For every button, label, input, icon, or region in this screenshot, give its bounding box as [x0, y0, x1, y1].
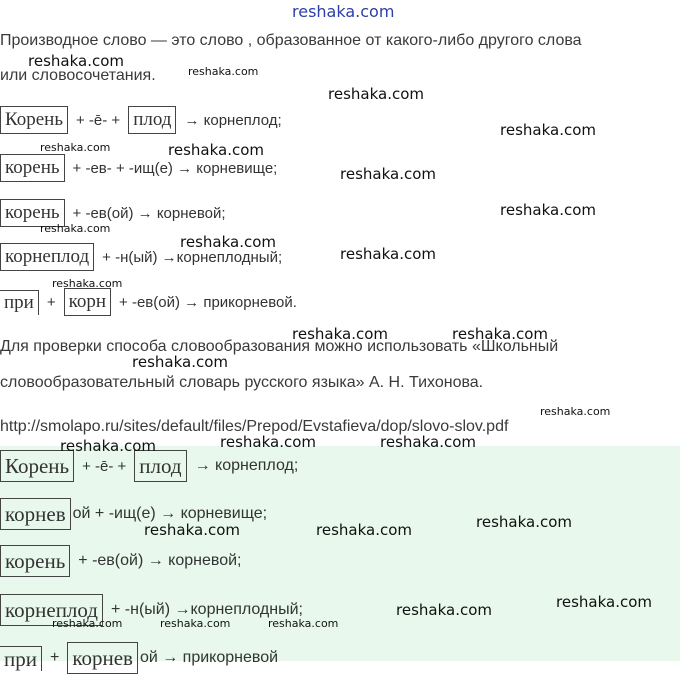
watermark: reshaka.com: [132, 353, 228, 371]
word-part: + -ев(ой) → прикорневой.: [119, 293, 297, 311]
watermark: reshaka.com: [292, 325, 388, 343]
definition-line-2: или словосочетания.: [0, 67, 156, 84]
watermark: reshaka.com: [160, 617, 231, 630]
green-example-row-3: [0, 545, 242, 577]
word-part: ой → прикорневой: [139, 649, 279, 666]
watermark: reshaka.com: [540, 405, 611, 418]
word-box: корнев: [67, 642, 138, 674]
prefix-bracket: при: [0, 290, 39, 315]
word-part: + -ев(ой) → корневой;: [72, 204, 226, 222]
word-box: корень: [0, 154, 65, 182]
word-part: + -ē- +: [76, 111, 121, 129]
word-box: корн: [64, 288, 111, 316]
watermark: reshaka.com: [28, 52, 124, 70]
watermark: reshaka.com: [476, 513, 572, 531]
watermark: reshaka.com: [40, 222, 111, 235]
check-line-1: Для проверки способа словообразования можно использовать «Школьный: [0, 338, 559, 355]
word-box: корнев: [0, 498, 71, 530]
watermark: reshaka.com: [52, 277, 123, 290]
word-box: Корень: [0, 106, 68, 134]
word-part: ой + -ищ(е) → корневище;: [72, 505, 268, 522]
word-part: + -ев- + -ищ(е) → корневище;: [72, 159, 278, 177]
word-box: плод: [134, 450, 186, 482]
check-line-2: словообразовательный словарь русского языка» А. Н. Тихонова.: [0, 374, 484, 391]
watermark: reshaka.com: [500, 121, 596, 139]
watermark: reshaka.com: [396, 601, 492, 619]
word-part: + -н(ый) →корнеплодный;: [102, 248, 283, 266]
word-box: корнеплод: [0, 243, 94, 271]
watermark: reshaka.com: [52, 617, 123, 630]
word-part: + -н(ый) →корнеплодный;: [111, 601, 303, 618]
watermark: reshaka.com: [380, 433, 476, 451]
watermark: reshaka.com: [340, 245, 436, 263]
word-box: плод: [128, 106, 176, 134]
word-box: Корень: [0, 450, 74, 482]
word-part: → корнеплод;: [184, 111, 282, 129]
green-example-row-4: [0, 594, 303, 626]
example-row-1: [0, 106, 282, 134]
watermark: reshaka.com: [60, 437, 156, 455]
watermark: reshaka.com: [180, 233, 276, 251]
example-row-3: [0, 199, 226, 227]
source-url[interactable]: http://smolapo.ru/sites/default/files/Prepod/Evstafieva/dop/slovo-slov.pdf: [0, 418, 509, 435]
word-part: +: [49, 649, 60, 666]
watermark: reshaka.com: [328, 85, 424, 103]
word-part: + -ē- +: [82, 457, 127, 475]
watermark: reshaka.com: [268, 617, 339, 630]
word-box: корень: [0, 199, 65, 227]
watermark: reshaka.com: [220, 433, 316, 451]
watermark: reshaka.com: [316, 521, 412, 539]
watermark-top: reshaka.com: [292, 2, 395, 21]
prefix-bracket: при: [0, 646, 42, 671]
watermark: reshaka.com: [168, 141, 264, 159]
example-row-5: [0, 288, 297, 316]
word-box: корнеплод: [0, 594, 103, 626]
watermark: reshaka.com: [40, 141, 111, 154]
watermark: reshaka.com: [500, 201, 596, 219]
word-box: корень: [0, 545, 70, 577]
watermark: reshaka.com: [452, 325, 548, 343]
watermark: reshaka.com: [556, 593, 652, 611]
word-part: → корнеплод;: [194, 457, 299, 474]
watermark: reshaka.com: [340, 165, 436, 183]
word-part: +: [46, 293, 56, 311]
word-part: + -ев(ой) → корневой;: [78, 552, 242, 569]
green-example-row-5: [0, 642, 278, 674]
watermark: reshaka.com: [188, 65, 259, 78]
definition-line-1: Производное слово — это слово , образованное от какого-либо другого слова: [0, 32, 582, 49]
watermark: reshaka.com: [144, 521, 240, 539]
